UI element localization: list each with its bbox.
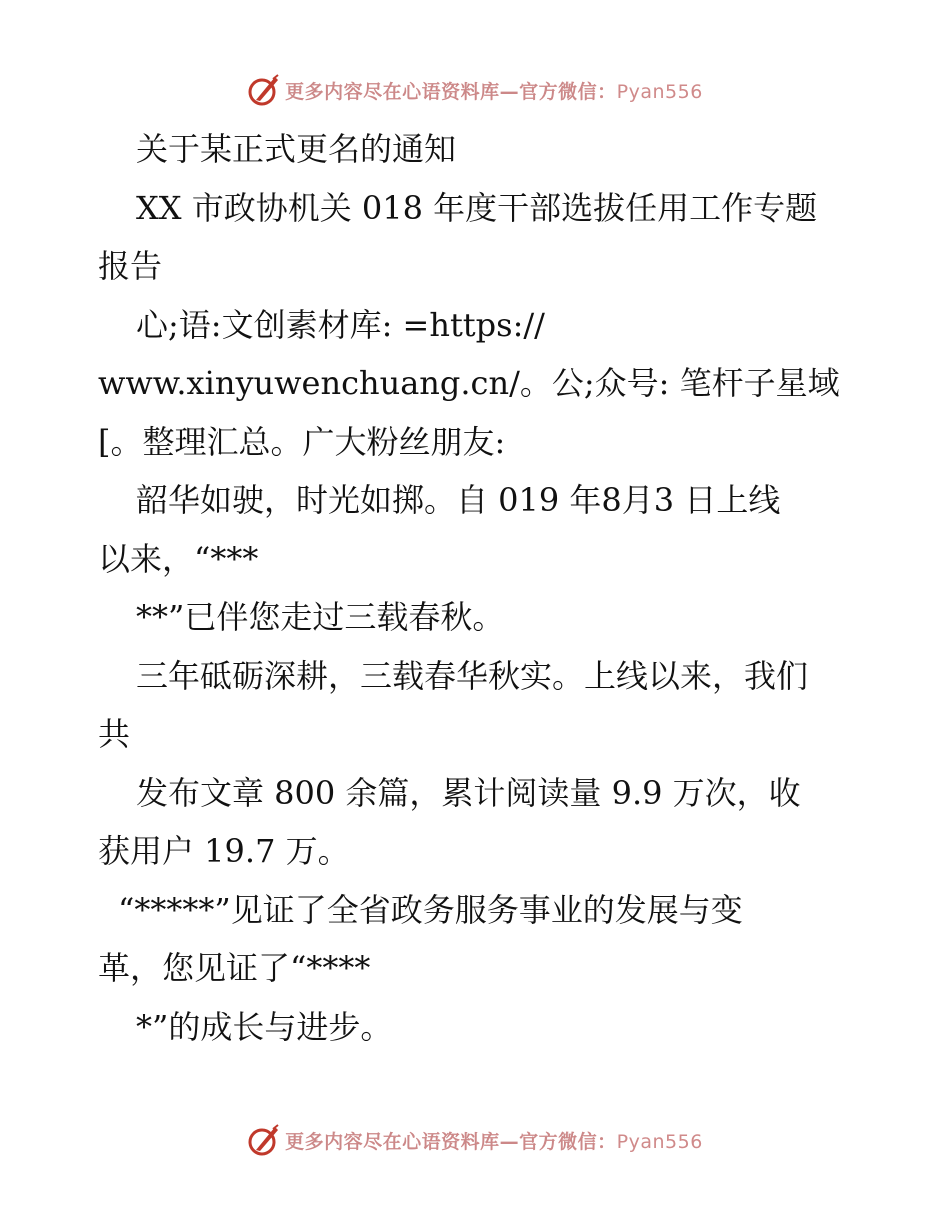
doc-line: 报告 [98,247,163,285]
watermark-handle: Pyan556 [616,80,703,103]
footer-watermark [0,1120,950,1160]
doc-line: 发布文章 800 余篇，累计阅读量 9.9 万次，收 [136,773,801,812]
doc-line: 以来，“*** [98,539,259,578]
doc-line: 三年砥砺深耕，三载春华秋实。上线以来，我们 [136,656,809,695]
doc-line: 心;语:文创素材库: =https:// [136,305,545,344]
quill-logo-icon [247,1123,281,1157]
doc-line: 韶华如驶，时光如掷。自 019 年8月3 日上线 [136,481,781,519]
doc-line: 革，您见证了“**** [98,949,371,987]
doc-line: 关于某正式更名的通知 [136,130,457,168]
doc-line: www.xinyuwenchuang.cn/。公;众号: 笔杆子星域 [98,364,840,402]
watermark-handle: Pyan556 [616,1130,703,1153]
watermark-text: 更多内容尽在心语资料库—官方微信：Pyan556 [285,1130,703,1153]
doc-line: *”的成长与进步。 [136,1007,393,1046]
doc-line: 共 [98,715,131,753]
doc-line: XX 市政协机关 018 年度干部选拔任用工作专题 [136,188,818,227]
quill-logo-icon [247,73,281,107]
doc-line: **”已伴您走过三载春秋。 [136,598,505,636]
doc-line: [。整理汇总。广大粉丝朋友: [98,422,506,461]
watermark-text: 更多内容尽在心语资料库—官方微信：Pyan556 [285,80,703,103]
header-watermark [0,70,950,110]
doc-line: “*****”见证了全省政务服务事业的发展与变 [118,890,743,929]
doc-line: 获用户 19.7 万。 [98,832,350,870]
document-body [98,120,858,1056]
